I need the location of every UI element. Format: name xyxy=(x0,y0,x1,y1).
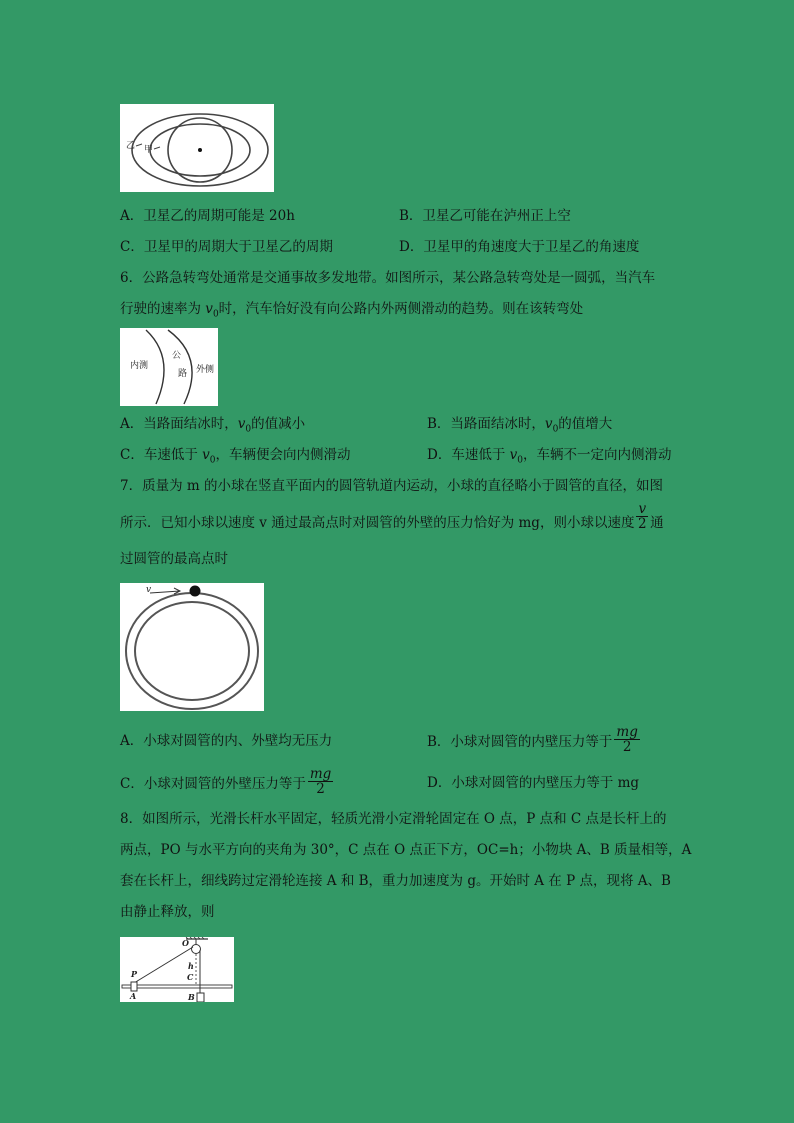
q7-b-fraction xyxy=(614,725,639,754)
q7-frac-num: v xyxy=(638,501,647,517)
q6-text-post: 时，汽车恰好没有向公路内外两侧滑动的趋势。则在该转弯处 xyxy=(218,301,584,317)
q6-stem-line1: 6．公路急转弯处通常是交通事故多发地带。如图所示，某公路急转弯处是一圆弧，当汽车 xyxy=(120,270,656,286)
label-v: v xyxy=(146,585,152,595)
q6-var: v xyxy=(205,301,213,317)
q6-a-text: A．当路面结冰时， xyxy=(120,416,238,432)
q6-d-post: ，车辆不一定向内侧滑动 xyxy=(523,447,672,463)
q5-option-d[interactable]: D．卫星甲的角速度大于卫星乙的角速度 xyxy=(399,239,640,255)
label-road-1: 公 xyxy=(172,351,182,361)
road-outer-edge xyxy=(168,330,192,404)
q7-stem-line3: 过圆管的最高点时 xyxy=(120,551,228,567)
q6-a-post: 的值减小 xyxy=(251,416,306,432)
q6-c-var: v xyxy=(202,447,210,463)
q6-c-post: ，车辆便会向内侧滑动 xyxy=(215,447,351,463)
q6-b-text: B．当路面结冰时， xyxy=(427,416,545,432)
road-inner-edge xyxy=(146,330,164,404)
pulley xyxy=(192,945,201,954)
label-outer: 外侧 xyxy=(196,365,215,375)
q5-option-c[interactable]: C．卫星甲的周期大于卫星乙的周期 xyxy=(120,239,333,255)
q6-stem-line2 xyxy=(120,299,583,325)
q6-c-sub: 0 xyxy=(209,455,216,466)
ball xyxy=(190,586,201,597)
q7-c-fraction xyxy=(308,767,333,796)
q6-option-b[interactable] xyxy=(427,414,612,440)
q7-frac-den: 2 xyxy=(637,516,647,532)
orbit-diagram xyxy=(120,104,274,192)
label-o: O xyxy=(182,938,189,948)
q6-b-var: v xyxy=(544,416,553,432)
q7-text: 所示．已知小球以速度 v 通过最高点时对圆管的外壁的压力恰好为 mg，则小球以速度 xyxy=(120,515,635,531)
q8-stem-line2: 两点，PO 与水平方向的夹角为 30°，C 点在 O 点正下方，OC=h；小物块 A、B 质量相等，A xyxy=(120,842,692,858)
q6-c-text: C．车速低于 xyxy=(120,447,203,463)
q6-a-sub: 0 xyxy=(245,424,252,435)
earth-dot xyxy=(198,148,202,152)
q8-stem-line4: 由静止释放，则 xyxy=(120,904,215,920)
q6-d-sub: 0 xyxy=(517,455,523,466)
label-c: C xyxy=(187,972,194,982)
block-b xyxy=(197,993,204,1002)
q6-option-d[interactable] xyxy=(427,445,672,471)
q7-stem-line2 xyxy=(120,501,664,533)
q7-b-num: mg xyxy=(616,724,638,740)
q7-stem-line1: 7．质量为 m 的小球在竖直平面内的圆管轨道内运动，小球的直径略小于圆管的直径，如图 xyxy=(120,478,663,494)
label-inner: 内测 xyxy=(130,361,149,371)
ring-outer xyxy=(126,593,258,709)
q6-sub: 0 xyxy=(212,309,219,320)
q7-option-c[interactable] xyxy=(120,766,335,797)
ring-inner xyxy=(135,602,249,700)
string-po xyxy=(134,947,193,983)
q8-stem-line1: 8．如图所示，光滑长杆水平固定，轻质光滑小定滑轮固定在 O 点，P 点和 C 点是长杆上的 xyxy=(120,811,667,827)
q7-text-post: 通 xyxy=(650,515,664,531)
q6-a-var: v xyxy=(237,416,246,432)
label-a: A xyxy=(130,991,137,1001)
q7-b-text: B．小球对圆管的内壁压力等于 xyxy=(427,734,613,750)
q7-option-b[interactable] xyxy=(427,724,642,755)
road-figure xyxy=(120,328,218,406)
ring-diagram xyxy=(120,583,264,711)
q6-option-a[interactable] xyxy=(120,414,305,440)
q7-c-num: mg xyxy=(309,766,332,782)
label-jia: 甲 xyxy=(144,145,154,155)
q8-stem-line3: 套在长杆上，细线跨过定滑轮连接 A 和 B，重力加速度为 g。开始时 A 在 P 点，现将 A、B xyxy=(120,873,671,889)
q7-fraction xyxy=(636,502,648,531)
q6-d-var: v xyxy=(509,447,518,463)
q7-option-a[interactable]: A．小球对圆管的内、外壁均无压力 xyxy=(120,733,333,749)
ring-figure xyxy=(120,583,264,711)
q5-option-a[interactable]: A．卫星乙的周期可能是 20h xyxy=(120,208,295,224)
horizontal-rod xyxy=(122,985,232,988)
q6-text: 行驶的速率为 xyxy=(120,301,206,317)
block-a xyxy=(131,982,137,991)
pulley-diagram xyxy=(120,937,234,1002)
label-h: h xyxy=(188,961,194,971)
q6-b-post: 的值增大 xyxy=(558,416,613,432)
q7-c-text: C．小球对圆管的外壁压力等于 xyxy=(120,776,306,792)
label-road-2: 路 xyxy=(178,369,188,379)
q7-b-den: 2 xyxy=(622,739,632,755)
q6-d-text: D．车速低于 xyxy=(427,447,510,463)
q6-option-c[interactable] xyxy=(120,445,351,471)
q5-option-b[interactable]: B．卫星乙可能在泸州正上空 xyxy=(399,208,571,224)
pulley-figure xyxy=(120,937,234,1002)
label-b: B xyxy=(188,992,195,1002)
label-p: P xyxy=(131,969,138,979)
q7-c-den: 2 xyxy=(316,781,325,797)
label-yi: 乙 xyxy=(126,141,136,151)
q6-b-sub: 0 xyxy=(552,424,559,435)
orbit-figure xyxy=(120,104,274,192)
road-diagram xyxy=(120,328,218,406)
q7-option-d[interactable]: D．小球对圆管的内壁压力等于 mg xyxy=(427,775,640,791)
